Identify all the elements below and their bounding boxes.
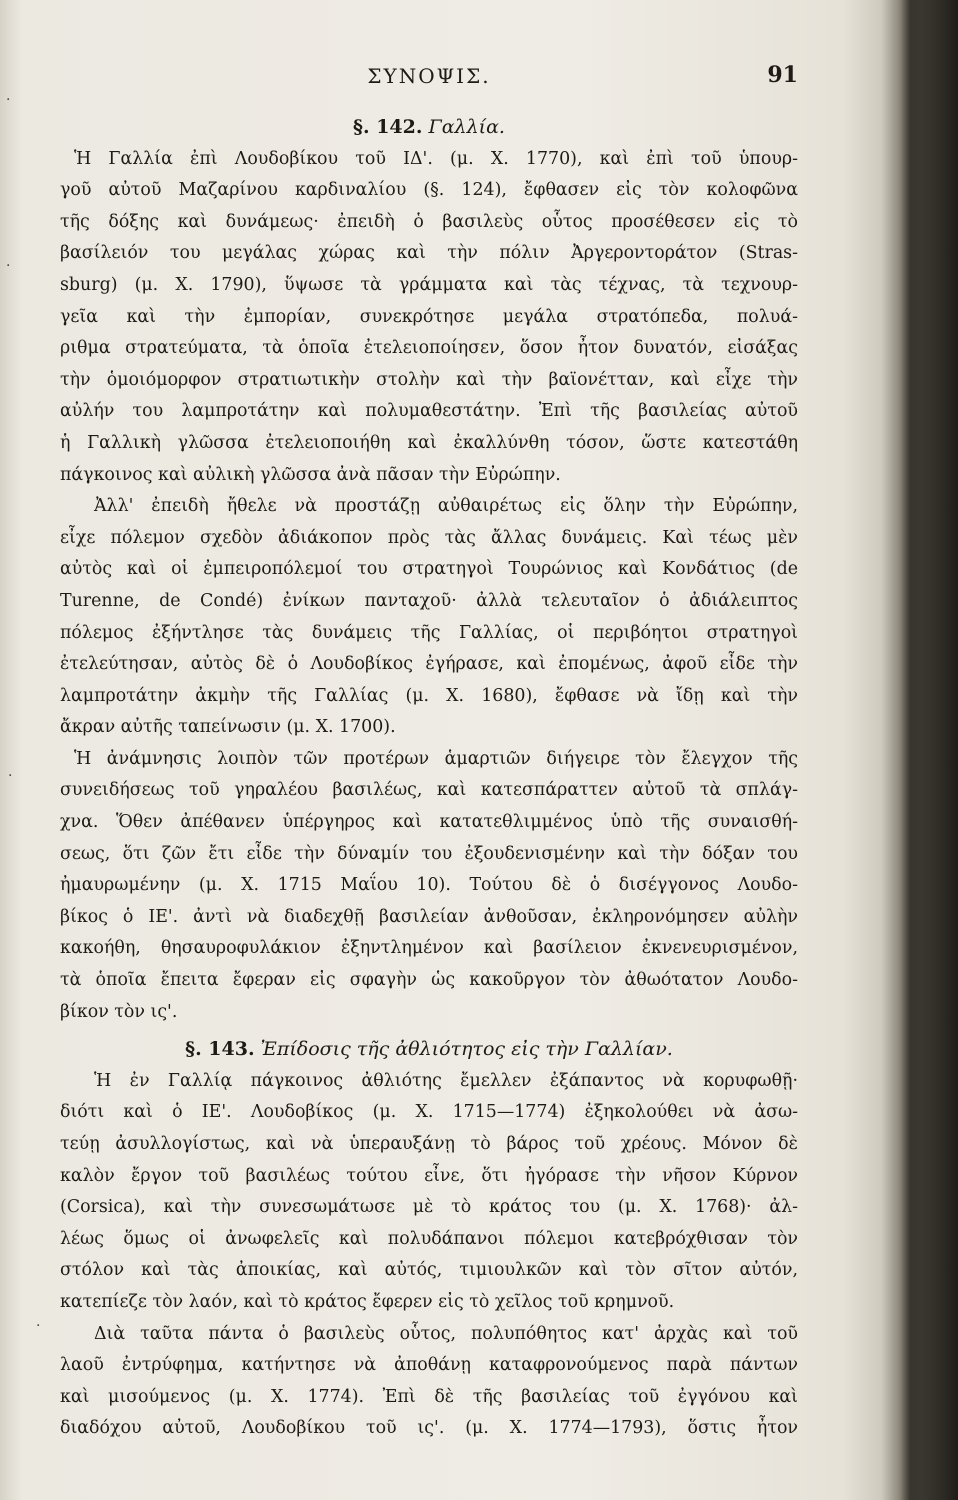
text-line: Ἡ ἐν Γαλλίᾳ πάγκοινος ἀθλιότης ἔμελλεν ἐξάπαντος νὰ κορυφωθῇ· bbox=[94, 1070, 798, 1091]
text-line: τεύῃ ἀσυλλογίστως, καὶ νὰ ὑπεραυξάνῃ τὸ βάρος τοῦ χρέους. Μόνον δὲ bbox=[60, 1134, 798, 1154]
margin-speck: · bbox=[8, 768, 13, 784]
text-line: σεως, ὅτι ζῶν ἔτι εἶδε τὴν δύναμίν του ἐξουδενισμένην καὶ τὴν δόξαν του bbox=[60, 843, 798, 864]
text-line: Ἡ ἀνάμνησις λοιπὸν τῶν προτέρων ἁμαρτιῶν διήγειρε τὸν ἔλεγχον τῆς bbox=[74, 748, 798, 769]
text-line: λέως ὅμως οἱ ἀνωφελεῖς καὶ πολυδάπανοι πόλεμοι κατεβρόχθισαν τὸν bbox=[60, 1228, 798, 1249]
page-number: 91 bbox=[767, 62, 798, 88]
section-142-paragraph-2 bbox=[60, 491, 798, 744]
section-142-paragraph-3 bbox=[60, 744, 798, 1028]
section-142-title: Γαλλία. bbox=[428, 116, 505, 138]
text-line: γεῖα καὶ τὴν ἐμπορίαν, συνεκρότησε μεγάλα στρατόπεδα, πολυά- bbox=[60, 306, 798, 327]
section-142-heading bbox=[60, 112, 798, 144]
text-line: ἡ Γαλλικὴ γλῶσσα ἐτελειοποιήθη καὶ ἐκαλλύνθη τόσον, ὥστε κατεστάθη bbox=[60, 432, 798, 453]
text-line: τὰ ὁποῖα ἔπειτα ἔφεραν εἰς σφαγὴν ὡς κακοῦργον τὸν ἀθωότατον Λουδο- bbox=[60, 970, 798, 991]
text-line: αὐτὸς καὶ οἱ ἐμπειροπόλεμοί του στρατηγοὶ Τουρώνιος καὶ Κονδάτιος (de bbox=[60, 559, 798, 580]
text-line: τὴν ὁμοιόμορφον στρατιωτικὴν στολὴν καὶ τὴν βαϊονέτταν, καὶ εἶχε τὴν bbox=[60, 369, 798, 390]
text-line: Turenne, de Condé) ἐνίκων πανταχοῦ· ἀλλὰ τελευταῖον ὁ ἀδιάλειπτος bbox=[60, 590, 798, 611]
section-143-paragraph-2 bbox=[60, 1319, 798, 1445]
section-143-title: Ἐπίδοσις τῆς ἀθλιότητος εἰς τὴν Γαλλίαν. bbox=[260, 1038, 673, 1061]
text-line: ριθμα στρατεύματα, τὰ ὁποῖα ἐτελειοποίησεν, ὅσον ἦτον δυνατόν, εἰσάξας bbox=[60, 338, 798, 359]
text-line: καὶ μισούμενος (μ. Χ. 1774). Ἐπὶ δὲ τῆς βασιλείας τοῦ ἐγγόνου καὶ bbox=[60, 1386, 798, 1407]
text-line: Διὰ ταῦτα πάντα ὁ βασιλεὺς οὗτος, πολυπόθητος κατ' ἀρχὰς καὶ τοῦ bbox=[94, 1323, 798, 1344]
text-line: πόλεμος ἐξήντλησε τὰς δυνάμεις τῆς Γαλλίας, οἱ περιβόητοι στρατηγοὶ bbox=[60, 622, 798, 643]
page-header bbox=[60, 64, 798, 92]
text-line: λαοῦ ἐντρύφημα, κατήντησε νὰ ἀποθάνῃ καταφρονούμενος παρὰ πάντων bbox=[60, 1355, 798, 1376]
text-line: βασίλειόν του μεγάλας χώρας καὶ τὴν πόλιν Ἀργεροντοράτον (Stras- bbox=[60, 243, 798, 264]
page-body bbox=[60, 112, 798, 1445]
margin-speck: · bbox=[6, 258, 11, 274]
text-line: διαδόχου αὐτοῦ, Λουδοβίκου τοῦ ις'. (μ. Χ. 1774—1793), ὅστις ἦτον bbox=[60, 1418, 798, 1439]
text-line: λαμπροτάτην ἀκμὴν τῆς Γαλλίας (μ. Χ. 1680), ἔφθασε νὰ ἴδῃ καὶ τὴν bbox=[60, 685, 798, 706]
text-line: Ἡ Γαλλία ἐπὶ Λουδοβίκου τοῦ ΙΔ'. (μ. Χ. 1770), καὶ ἐπὶ τοῦ ὑπουρ- bbox=[74, 148, 798, 169]
text-line: κατεπίεζε τὸν λαόν, καὶ τὸ κράτος ἔφερεν εἰς τὸ χεῖλος τοῦ κρημνοῦ. bbox=[60, 1291, 675, 1312]
page-edge-shadow bbox=[898, 0, 958, 1500]
text-line: βίκος ὁ ΙΕ'. ἀντὶ νὰ διαδεχθῇ βασιλείαν ἀνθοῦσαν, ἐκληρονόμησεν αὐλὴν bbox=[60, 906, 798, 927]
text-line: αὐλήν του λαμπροτάτην καὶ πολυμαθεστάτην. Ἐπὶ τῆς βασιλείας αὐτοῦ bbox=[60, 401, 798, 422]
text-line: στόλον καὶ τὰς ἀποικίας, καὶ αὐτός, τιμιουλκῶν καὶ τὸν σῖτον αὐτόν, bbox=[60, 1260, 798, 1281]
text-line: ἠμαυρωμένην (μ. Χ. 1715 Μαΐου 10). Τούτου δὲ ὁ δισέγγονος Λουδο- bbox=[60, 875, 798, 896]
margin-speck: · bbox=[6, 92, 11, 108]
text-line: χνα. Ὅθεν ἀπέθανεν ὑπέργηρος καὶ κατατεθλιμμένος ὑπὸ τῆς συναισθή- bbox=[60, 812, 798, 833]
text-line: γοῦ αὐτοῦ Μαζαρίνου καρδιναλίου (§. 124), ἔφθασεν εἰς τὸν κολοφῶνα bbox=[60, 180, 798, 201]
text-line: ἐτελεύτησαν, αὐτὸς δὲ ὁ Λουδοβίκος ἐγήρασε, καὶ ἐπομένως, ἀφοῦ εἶδε τὴν bbox=[60, 654, 798, 675]
text-line: πάγκοινος καὶ αὐλικὴ γλῶσσα ἀνὰ πᾶσαν τὴν Εὐρώπην. bbox=[60, 464, 561, 485]
text-line: εἶχε πόλεμον σχεδὸν ἀδιάκοπον πρὸς τὰς ἄλλας δυνάμεις. Καὶ τέως μὲν bbox=[60, 527, 798, 548]
text-line: ἄκραν αὐτῆς ταπείνωσιν (μ. Χ. 1700). bbox=[60, 717, 396, 738]
section-143-paragraph-1 bbox=[60, 1066, 798, 1319]
section-142-paragraph-1 bbox=[60, 144, 798, 492]
section-142-number: §. 142. bbox=[353, 116, 423, 138]
text-line: (Corsica), καὶ τὴν συνεσωμάτωσε μὲ τὸ κράτος του (μ. Χ. 1768)· ἀλ- bbox=[60, 1197, 798, 1218]
section-143-number: §. 143. bbox=[185, 1038, 255, 1061]
text-line: καλὸν ἔργον τοῦ βασιλέως τούτου εἶνε, ὅτι ἠγόρασε τὴν νῆσον Κύρνον bbox=[60, 1165, 798, 1186]
text-line: Ἀλλ' ἐπειδὴ ἤθελε νὰ προστάζῃ αὐθαιρέτως εἰς ὅλην τὴν Εὐρώπην, bbox=[94, 496, 798, 517]
text-line: βίκον τὸν ις'. bbox=[60, 1001, 178, 1022]
running-head: ΣΥΝΟΨΙΣ. bbox=[367, 64, 491, 88]
text-line: κακοήθη, θησαυροφυλάκιον ἐξηντλημένον καὶ βασίλειον ἐκνενευρισμένον, bbox=[60, 938, 798, 959]
margin-speck: · bbox=[36, 1318, 41, 1334]
text-line: sburg) (μ. Χ. 1790), ὕψωσε τὰ γράμματα καὶ τὰς τέχνας, τὰ τεχνουρ- bbox=[60, 274, 798, 295]
text-line: διότι καὶ ὁ ΙΕ'. Λουδοβίκος (μ. Χ. 1715—1774) ἐξηκολούθει νὰ ἀσω- bbox=[60, 1102, 798, 1123]
text-line: τῆς δόξης καὶ δυνάμεως· ἐπειδὴ ὁ βασιλεὺς οὗτος προσέθεσεν εἰς τὸ bbox=[60, 211, 798, 232]
section-143-heading bbox=[60, 1034, 798, 1066]
text-line: συνειδήσεως τοῦ γηραλέου βασιλέως, καὶ κατεσπάραττεν αὐτοῦ τὰ σπλάγ- bbox=[60, 780, 798, 801]
